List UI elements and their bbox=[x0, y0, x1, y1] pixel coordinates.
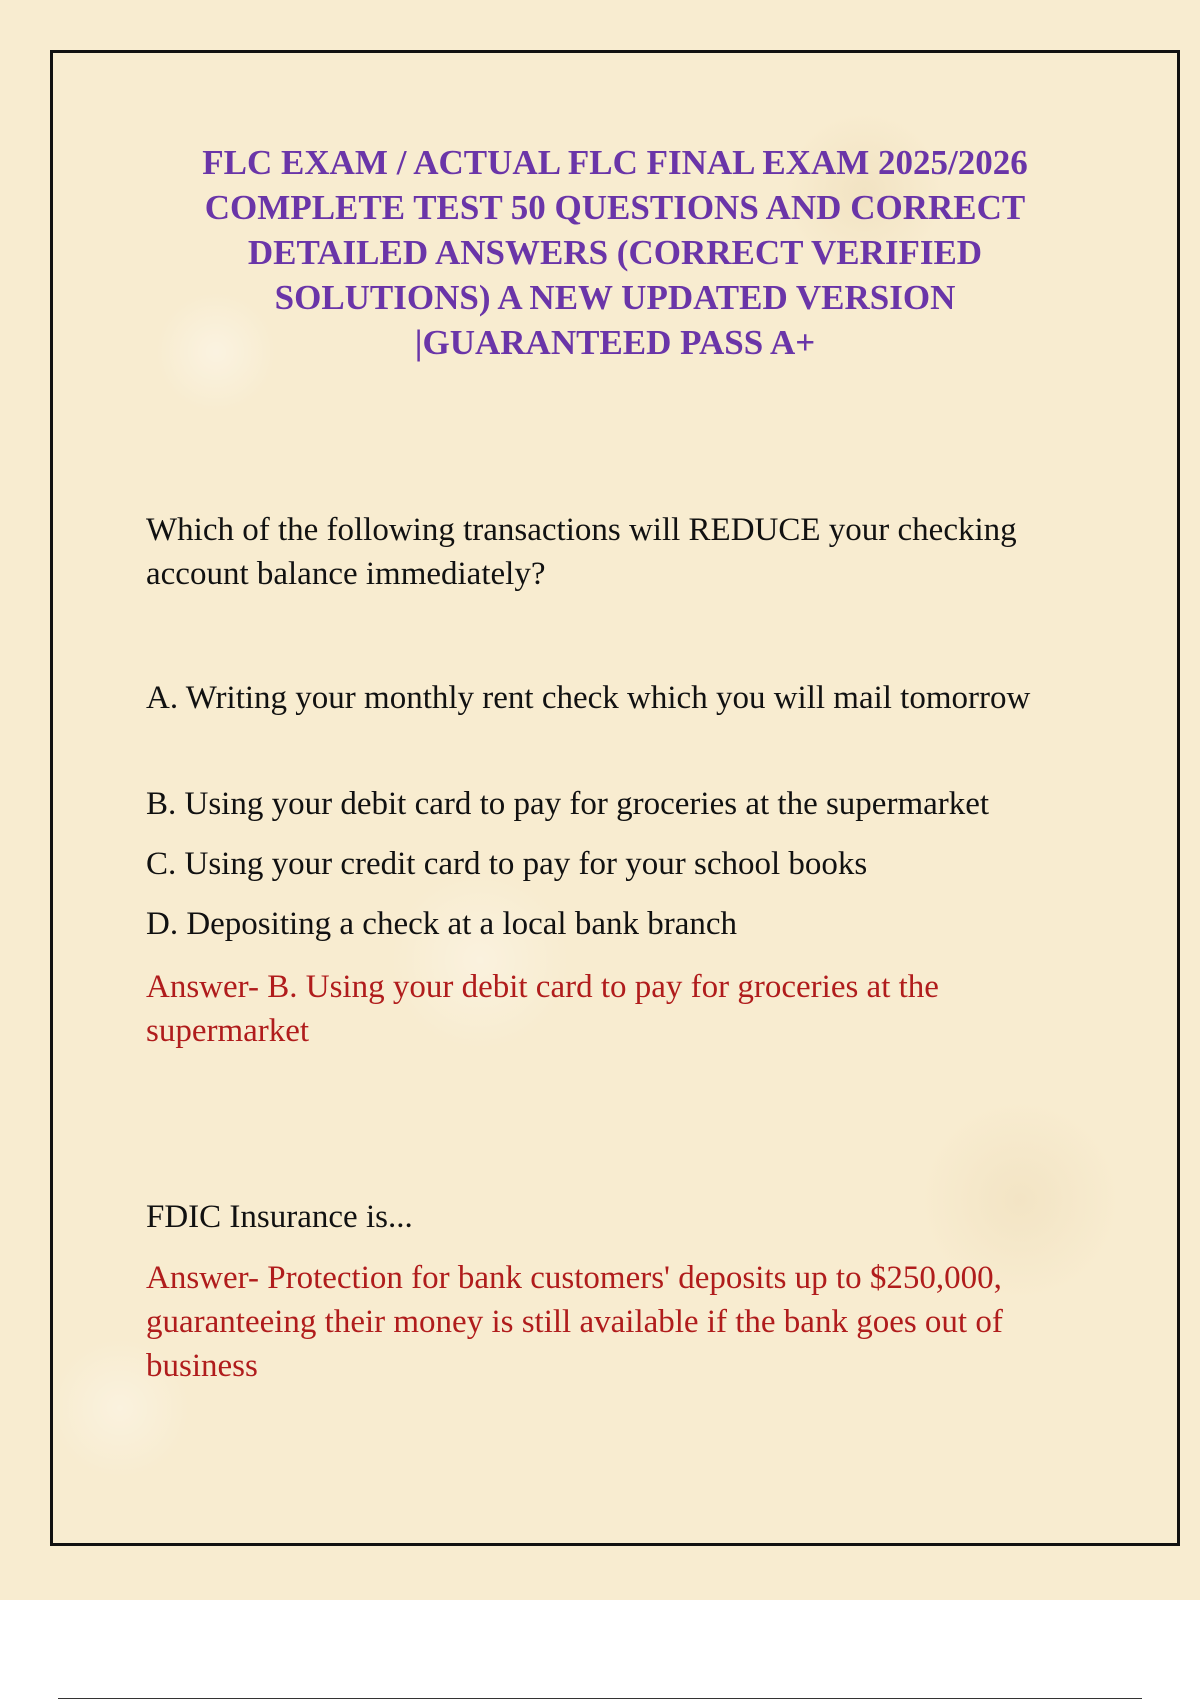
page-divider bbox=[58, 1698, 1142, 1699]
question-2-prompt: FDIC Insurance is... bbox=[146, 1199, 413, 1235]
question-1-answer: Answer- B. Using your debit card to pay for groceries at the supermarket bbox=[146, 969, 939, 1049]
question-2-answer: Answer- Protection for bank customers' deposits up to $250,000, guaranteeing their money is still available if the bank goes out of business bbox=[146, 1260, 1003, 1384]
question-1-option-d: D. Depositing a check at a local bank branch bbox=[146, 906, 738, 942]
question-1-option-a: A. Writing your monthly rent check which you will mail tomorrow bbox=[146, 680, 1031, 716]
document-title bbox=[150, 140, 1080, 365]
question-1-prompt: Which of the following transactions will REDUCE your checking account balance immediately? bbox=[146, 512, 1017, 592]
title-line: SOLUTIONS) A NEW UPDATED VERSION bbox=[274, 278, 956, 317]
question-1-option-c: C. Using your credit card to pay for your school books bbox=[146, 846, 868, 882]
title-line: COMPLETE TEST 50 QUESTIONS AND CORRECT bbox=[204, 188, 1026, 227]
title-line: |GUARANTEED PASS A+ bbox=[414, 323, 816, 362]
title-line: FLC EXAM / ACTUAL FLC FINAL EXAM 2025/2026 bbox=[202, 143, 1028, 182]
title-line: DETAILED ANSWERS (CORRECT VERIFIED bbox=[247, 233, 983, 272]
question-1-option-b: B. Using your debit card to pay for groceries at the supermarket bbox=[146, 786, 990, 822]
